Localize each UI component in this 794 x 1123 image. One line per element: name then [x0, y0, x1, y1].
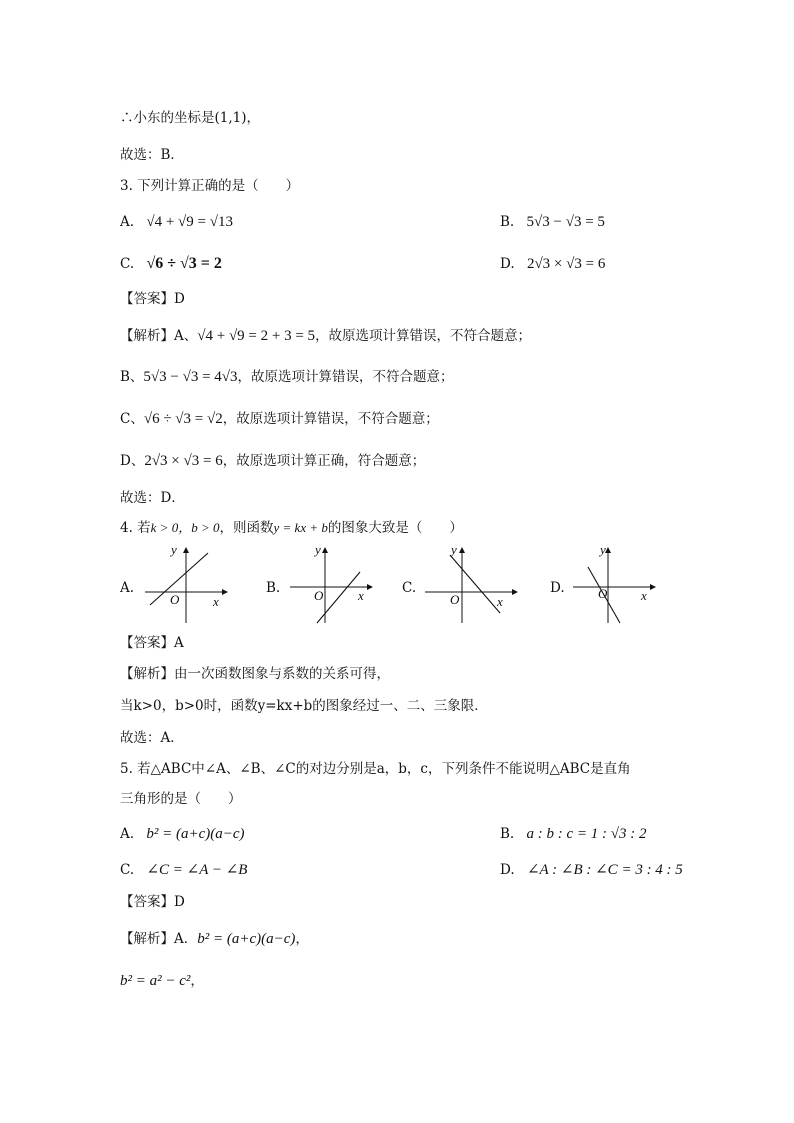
q4-explanation-1: 【解析】由一次函数图象与系数的关系可得， [120, 666, 390, 682]
q3-option-b [500, 212, 605, 232]
q3-explanation-d [120, 451, 425, 471]
stem-part: ，则函数 [219, 520, 274, 536]
q4-graph-d [570, 545, 660, 625]
option-label: A. [120, 826, 135, 842]
q5-option-b [500, 824, 647, 844]
q3-option-a [120, 212, 233, 232]
expl-head: B、 [120, 369, 144, 385]
q4-choose: 故选：A． [120, 730, 184, 746]
axis-y-label: y [171, 542, 177, 557]
axis-x-label: x [213, 594, 219, 609]
expl-head: 【解析】A、 [120, 328, 198, 344]
expl-expr: 5√3 − √3 = 4√3 [143, 369, 238, 385]
q3-option-c [120, 254, 222, 274]
option-label: B. [500, 214, 515, 230]
origin-label: O [170, 592, 180, 607]
q3-option-d [500, 254, 605, 274]
origin-label: O [450, 592, 460, 607]
question-4-stem [120, 518, 463, 538]
q5-option-a-expr: b² = (a+c)(a−c) [146, 826, 245, 842]
q5-answer: 【答案】D [120, 894, 185, 910]
option-label: A. [120, 214, 135, 230]
axis-y-label: y [600, 542, 606, 557]
expl-tail: ，故原选项计算错误，不符合题意； [315, 328, 532, 344]
question-5-stem-line1: 5. 若△ABC中∠A、∠B、∠C的对边分别是a，b，c，下列条件不能说明△ABC是直角 [120, 761, 631, 777]
option-label: D. [500, 862, 515, 878]
q5-option-c [120, 860, 247, 880]
expl-expr: √4 + √9 = 2 + 3 = 5 [197, 328, 316, 344]
axis-y-label: y [315, 542, 321, 557]
q4-explanation-2: 当k>0，b>0时，函数y=kx+b的图象经过一、二、三象限． [120, 698, 488, 714]
expl-head: 【解析】A． [120, 931, 198, 947]
stem-part: 的图象大致是（ ） [327, 520, 463, 536]
expl-head: C、 [120, 411, 144, 427]
origin-label: O [314, 588, 324, 603]
q4-graph-c [420, 545, 520, 625]
q5-option-d [500, 860, 683, 880]
q3-option-a-expr: √4 + √9 = √13 [146, 214, 233, 230]
stem-function: y = kx + b [273, 520, 328, 535]
q3-explanation-b [120, 367, 454, 387]
q4-graph-a [140, 545, 230, 625]
expl-expr: 2√3 × √3 = 6 [144, 453, 223, 469]
text-line: ∴小东的坐标是(1,1)， [120, 110, 261, 126]
expl-tail: ，故原选项计算错误，不符合题意； [222, 411, 439, 427]
option-label: C. [120, 256, 135, 272]
q4-option-c-label: C. [402, 580, 417, 596]
q3-answer: 【答案】D [120, 291, 185, 307]
expl-expr: b² = (a+c)(a−c) [197, 931, 296, 947]
q3-option-c-expr: √6 ÷ √3 = 2 [146, 255, 222, 272]
option-label: B. [500, 826, 515, 842]
q4-option-d-label: D. [550, 580, 565, 596]
option-label: C. [120, 862, 135, 878]
q3-option-d-expr: 2√3 × √3 = 6 [526, 256, 606, 272]
expl-expr: b² = a² − c² [120, 973, 191, 989]
axis-x-label: x [358, 588, 364, 603]
q4-graph-b [285, 545, 375, 625]
stem-part: 4. 若 [120, 520, 151, 536]
q3-explanation-a [120, 326, 531, 346]
q3-explanation-c [120, 409, 439, 429]
q5-explanation-2 [120, 971, 204, 991]
expl-tail: ， [295, 931, 309, 947]
expl-tail: ，故原选项计算错误，不符合题意； [237, 369, 454, 385]
expl-expr: √6 ÷ √3 = √2 [143, 411, 223, 427]
q5-option-b-expr: a : b : c = 1 : √3 : 2 [526, 826, 647, 842]
axis-x-label: x [641, 588, 647, 603]
text-line: 故选：B． [120, 147, 184, 163]
origin-label: O [598, 586, 608, 601]
q5-option-d-expr: ∠A : ∠B : ∠C = 3 : 4 : 5 [526, 862, 683, 878]
expl-tail: ，故原选项计算正确，符合题意； [222, 453, 426, 469]
q5-option-c-expr: ∠C = ∠A − ∠B [146, 862, 248, 878]
q5-option-a [120, 824, 245, 844]
question-3-stem: 3. 下列计算正确的是（ ） [120, 178, 300, 194]
q3-option-b-expr: 5√3 − √3 = 5 [526, 214, 605, 230]
expl-head: D、 [120, 453, 145, 469]
option-label: D. [500, 256, 515, 272]
q4-option-a-label: A. [120, 580, 135, 596]
expl-tail: ， [190, 973, 204, 989]
q4-answer: 【答案】A [120, 635, 184, 651]
question-5-stem-line2: 三角形的是（ ） [120, 791, 242, 807]
q4-option-b-label: B. [266, 580, 281, 596]
axis-y-label: y [451, 542, 457, 557]
axis-x-label: x [497, 594, 503, 609]
q5-explanation-1 [120, 929, 309, 949]
q3-choose: 故选：D． [120, 490, 185, 506]
stem-condition: k > 0，b > 0 [150, 520, 220, 535]
